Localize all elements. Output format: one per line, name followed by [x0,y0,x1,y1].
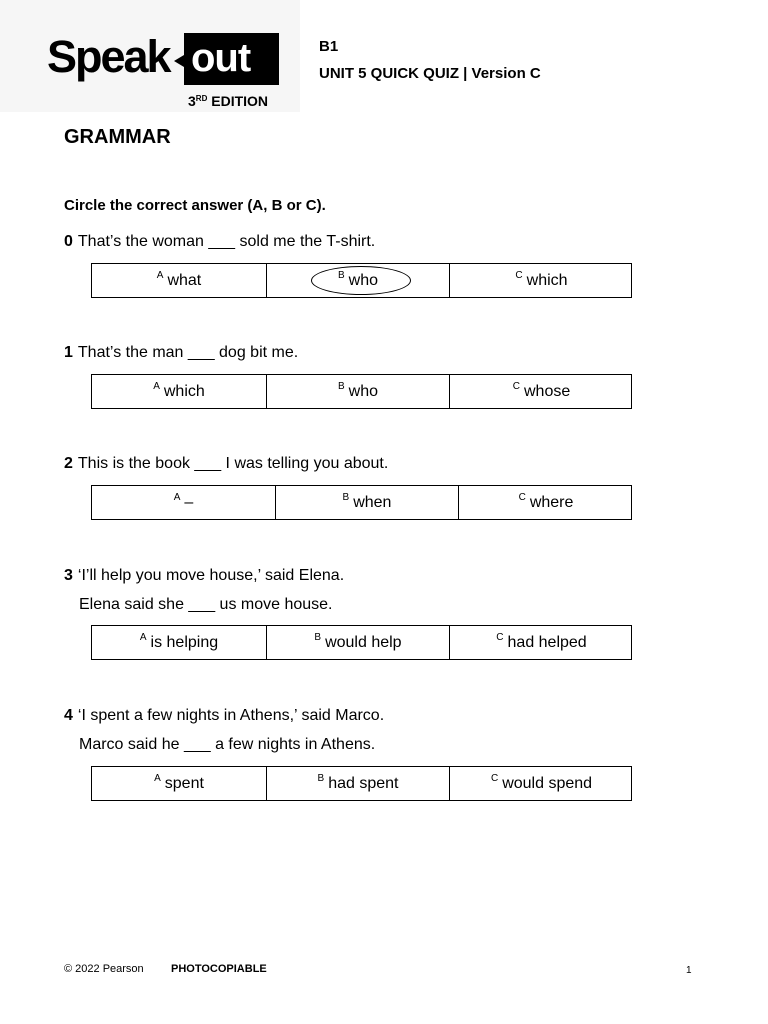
options-4 [91,766,632,801]
question-text: That’s the man ___ dog bit me. [77,344,299,361]
option-c[interactable] [450,264,633,297]
option-b[interactable] [267,767,450,800]
question-0 [64,233,375,251]
options-1 [91,374,632,409]
option-text: had helped [507,633,587,651]
instruction: Circle the correct answer (A, B or C). [64,197,326,214]
option-text: who [348,271,379,289]
question-text: ‘I’ll help you move house,’ said Elena. [77,567,345,584]
option-letter: C [496,632,504,643]
option-text: who [348,382,379,400]
option-c[interactable] [450,767,633,800]
option-b[interactable] [267,375,450,408]
question-number: 2 [64,455,73,472]
footer-copyright: © 2022 Pearson [64,963,144,975]
question-4-line2: Marco said he ___ a few nights in Athens. [79,736,376,753]
option-text: when [353,493,392,511]
option-letter: B [337,270,345,281]
option-text: – [184,493,194,511]
option-letter: C [518,492,526,503]
option-b[interactable] [267,626,450,659]
option-letter: A [154,773,161,784]
option-c[interactable] [459,486,633,519]
edition-word: EDITION [211,93,269,109]
option-a[interactable] [92,626,267,659]
question-1 [64,344,298,362]
option-text: which [526,271,568,289]
edition-suffix: RD [195,94,208,103]
option-letter: A [153,381,160,392]
option-letter: A [173,492,181,503]
option-letter: C [515,270,523,281]
option-b-circled[interactable] [267,264,450,297]
question-4 [64,707,384,725]
option-b[interactable] [276,486,459,519]
option-a[interactable] [92,486,276,519]
option-a[interactable] [92,375,267,408]
question-text: ‘I spent a few nights in Athens,’ said Marco. [77,707,385,724]
option-text: is helping [150,633,219,651]
option-c[interactable] [450,375,633,408]
option-a[interactable] [92,264,267,297]
logo-speak-text: Speak [47,31,170,82]
option-a[interactable] [92,767,267,800]
option-text: would help [325,633,402,651]
option-text: spent [164,774,204,792]
question-2 [64,455,388,473]
section-title: GRAMMAR [64,126,171,148]
option-letter: C [490,773,499,784]
question-number: 3 [64,567,73,584]
question-number: 0 [64,233,73,250]
option-letter: B [337,381,345,392]
question-text: This is the book ___ I was telling you about. [77,455,389,472]
footer-photocopiable: PHOTOCOPIABLE [171,963,267,975]
option-letter: B [317,773,325,784]
options-3 [91,625,632,660]
quiz-title: UNIT 5 QUICK QUIZ | Version C [319,65,541,82]
option-text: whose [523,382,571,400]
question-number: 1 [64,344,73,361]
question-3-line2: Elena said she ___ us move house. [79,596,333,613]
question-number: 4 [64,707,73,724]
question-3 [64,567,344,585]
option-letter: C [512,381,520,392]
question-text: That’s the woman ___ sold me the T-shirt. [77,233,376,250]
option-text: what [167,271,202,289]
logo-out-text: out [191,36,251,80]
option-letter: B [342,492,350,503]
page-number: 1 [686,965,692,976]
option-letter: B [314,632,322,643]
level: B1 [319,38,339,55]
option-text: which [163,382,205,400]
option-c[interactable] [450,626,633,659]
options-0 [91,263,632,298]
edition-number: 3 [188,93,196,109]
logo-edition [188,94,268,108]
option-letter: A [139,632,147,643]
option-text: where [529,493,574,511]
options-2 [91,485,632,520]
option-text: had spent [328,774,399,792]
logo-notch [174,55,184,67]
option-letter: A [156,270,164,281]
option-text: would spend [502,774,593,792]
